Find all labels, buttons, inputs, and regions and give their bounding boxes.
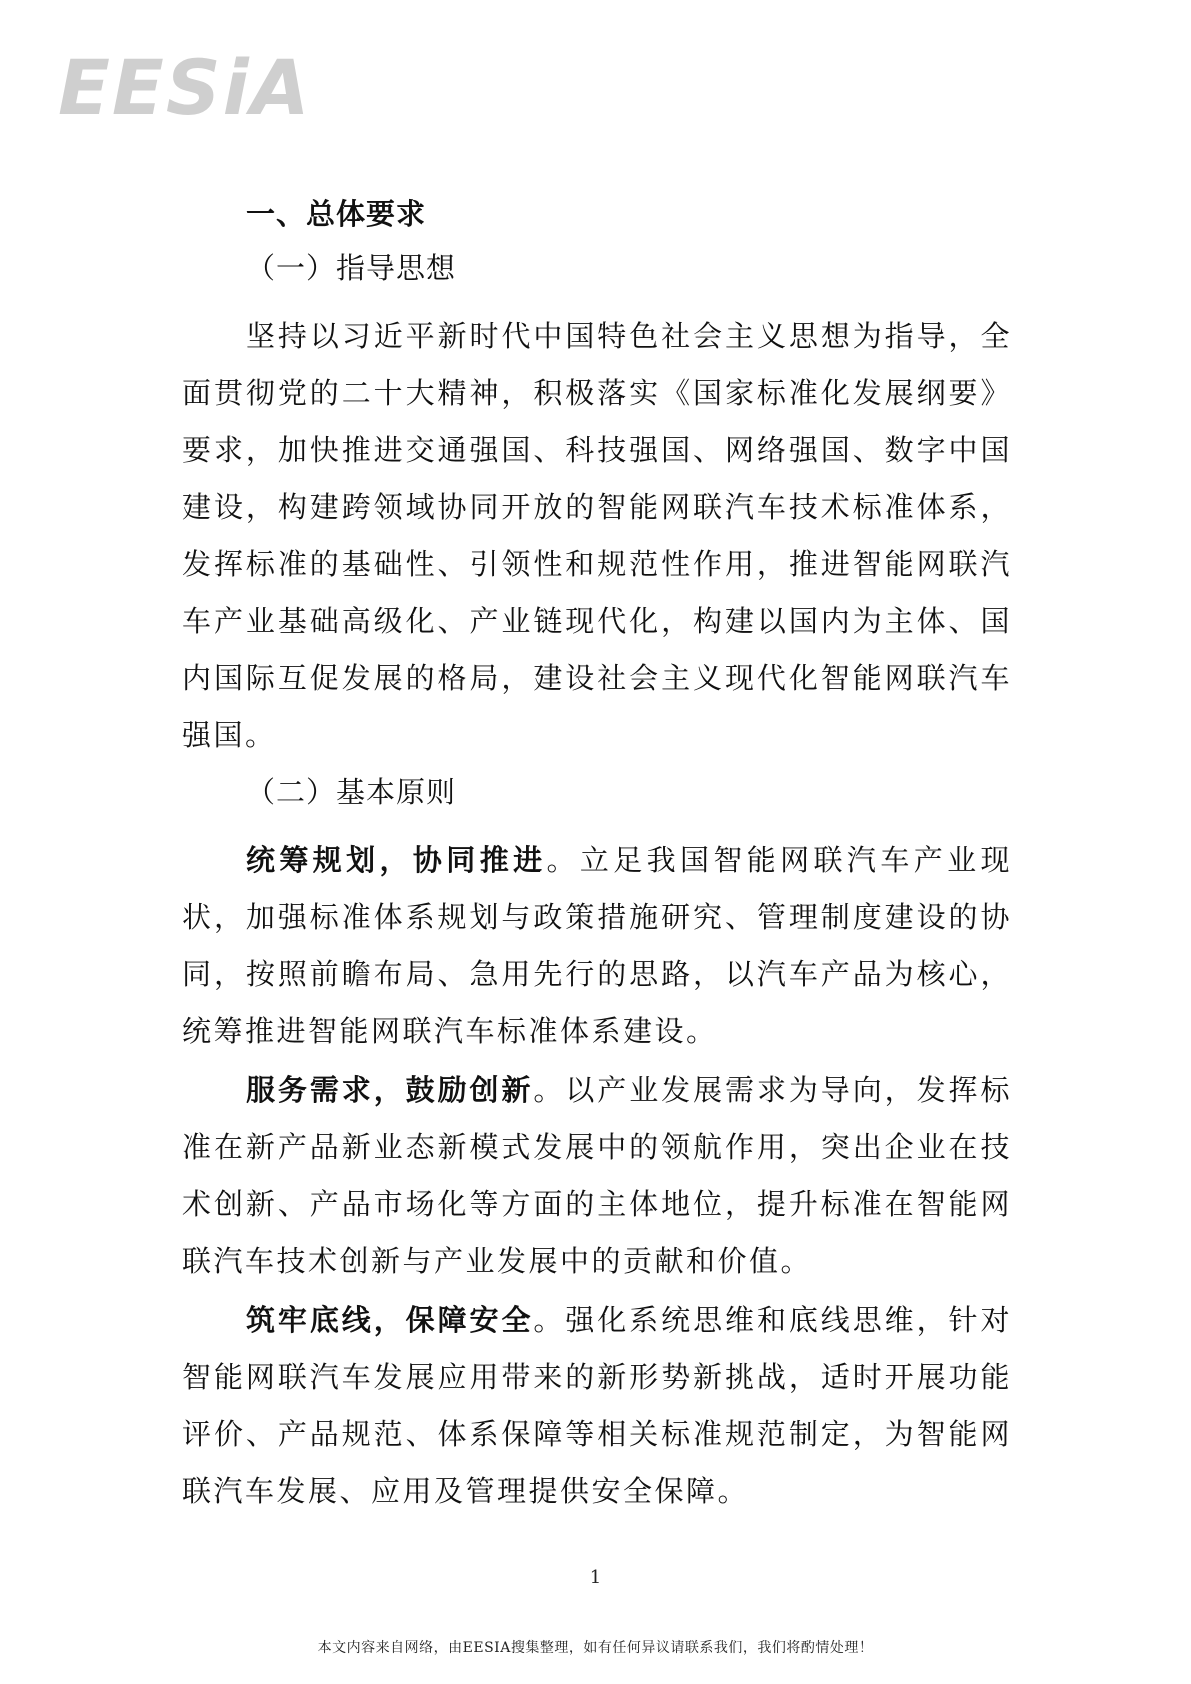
principle-title: 统筹规划，协同推进 — [246, 843, 547, 877]
page-number: 1 — [589, 1567, 602, 1588]
guiding-ideology-paragraph: 坚持以习近平新时代中国特色社会主义思想为指导，全面贯彻党的二十大精神，积极落实《国家标准化发展纲要》要求，加快推进交通强国、科技强国、网络强国、数字中国建设，构建跨领域协同开放的智能网联汽车技术标准体系，发挥标准的基础性、引领性和规范性作用，推进智能网联汽车产业基础高级化、产业链现代化，构建以国内为主体、国内国际互促发展的格局，建设社会主义现代化智能网联汽车强国。 — [182, 319, 1012, 752]
subsection-title-basic-principles: （二）基本原则 — [246, 775, 457, 809]
footer-disclaimer: 本文内容来自网络，由EESIA搜集整理，如有任何异议请联系我们，我们将酌情处理！ — [317, 1640, 874, 1656]
principle-body: 。强化系统思维和底线思维，针对智能网联汽车发展应用带来的新形势新挑战，适时开展功能评价、产品规范、体系保障等相关标准规范制定，为智能网联汽车发展、应用及管理提供安全保障。 — [182, 1303, 1012, 1508]
document-body — [182, 196, 1012, 1520]
principle-title: 服务需求，鼓励创新 — [246, 1073, 534, 1107]
subsection-title-guiding-ideology: （一）指导思想 — [246, 251, 457, 285]
eesia-logo: EESiA — [58, 43, 312, 132]
principle-body: 。立足我国智能网联汽车产业现状，加强标准体系规划与政策措施研究、管理制度建设的协同，按照前瞻布局、急用先行的思路，以汽车产品为核心，统筹推进智能网联汽车标准体系建设。 — [182, 843, 1012, 1048]
section-heading-general-requirements: 一、总体要求 — [246, 197, 427, 231]
principle-paragraph — [182, 1062, 1012, 1290]
principle-paragraph — [182, 832, 1012, 1060]
principle-body: 。以产业发展需求为导向，发挥标准在新产品新业态新模式发展中的领航作用，突出企业在技术创新、产品市场化等方面的主体地位，提升标准在智能网联汽车技术创新与产业发展中的贡献和价值。 — [182, 1073, 1012, 1278]
principle-title: 筑牢底线，保障安全 — [246, 1303, 534, 1337]
principle-paragraph — [182, 1292, 1012, 1520]
